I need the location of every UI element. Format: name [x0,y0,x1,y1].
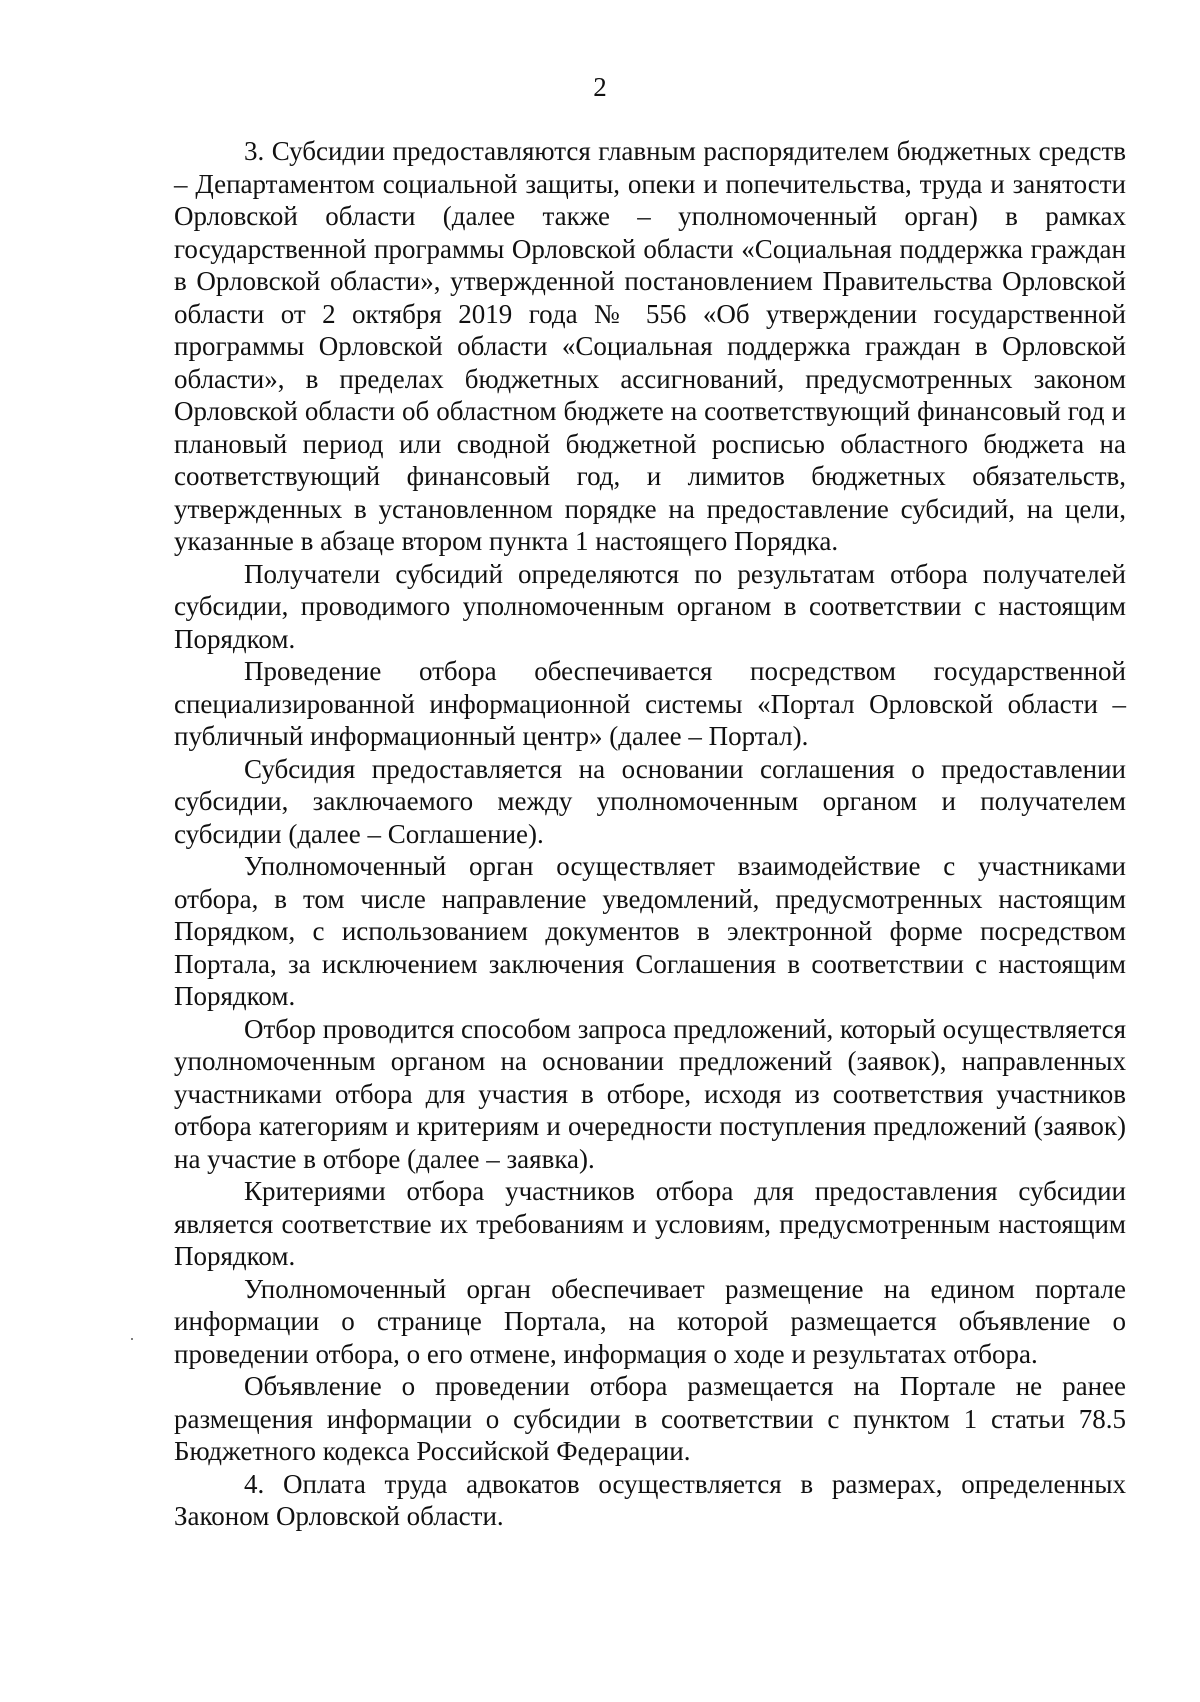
scan-speck [131,1338,133,1340]
paragraph-selection-method: Отбор проводится способом запроса предложений, который осуществляется уполномоченным органом на основании предложений (заявок), направленных участниками отбора для участия в отборе, исходя из соответствия участников отбора категориям и критериям и очередности поступления предложений (заявок) на участие в отборе (далее – заявка). [174,1013,1126,1174]
paragraph-agreement: Субсидия предоставляется на основании соглашения о предоставлении субсидии, заключаемого между уполномоченным органом и получателем субсидии (далее – Соглашение). [174,753,1126,849]
paragraph-criteria: Критериями отбора участников отбора для предоставления субсидии является соответствие их требованиям и условиям, предусмотренным настоящим Порядком. [174,1176,1126,1271]
paragraph-recipients: Получатели субсидий определяются по результатам отбора получателей субсидии, проводимого уполномоченным органом в соответствии с настоящим Порядком. [174,558,1126,654]
paragraph-4-payment: 4. Оплата труда адвокатов осуществляется в размерах, определенных Законом Орловской области. [174,1468,1126,1531]
paragraph-selection-portal: Проведение отбора обеспечивается посредством государственной специализированной информационной системы «Портал Орловской области – публичный информационный центр» (далее – Портал). [174,656,1126,751]
document-body [174,135,1126,1533]
paragraph-3-subsidies: 3. Субсидии предоставляются главным распорядителем бюджетных средств – Департаментом социальной защиты, опеки и попечительства, труда и занятости Орловской области (далее также – уполномоченный орган) в рамках государственной программы Орловской области «Социальная поддержка граждан в Орловской области», утвержденной постановлением Правительства Орловской области от 2 октября 2019 года № 556 «Об утверждении государственной программы Орловской области «Социальная поддержка граждан в Орловской области», в пределах бюджетных ассигнований, предусмотренных законом Орловской области об областном бюджете на соответствующий финансовый год и плановый период или сводной бюджетной росписью областного бюджета на соответствующий финансовый год, и лимитов бюджетных обязательств, утвержденных в установленном порядке на предоставление субсидий, на цели, указанные в абзаце втором пункта 1 настоящего Порядка. [174,136,1126,556]
paragraph-publication: Уполномоченный орган обеспечивает размещение на едином портале информации о странице Портала, на которой размещается объявление о проведении отбора, о его отмене, информация о ходе и результатах отбора. [174,1273,1126,1369]
paragraph-interaction: Уполномоченный орган осуществляет взаимодействие с участниками отбора, в том числе направление уведомлений, предусмотренных настоящим Порядком, с использованием документов в электронной форме посредством Портала, за исключением заключения Соглашения в соответствии с настоящим Порядком. [174,851,1126,1011]
page-number: 2 [593,72,607,102]
paragraph-announcement: Объявление о проведении отбора размещается на Портале не ранее размещения информации о субсидии в соответствии с пунктом 1 статьи 78.5 Бюджетного кодекса Российской Федерации. [174,1371,1126,1466]
